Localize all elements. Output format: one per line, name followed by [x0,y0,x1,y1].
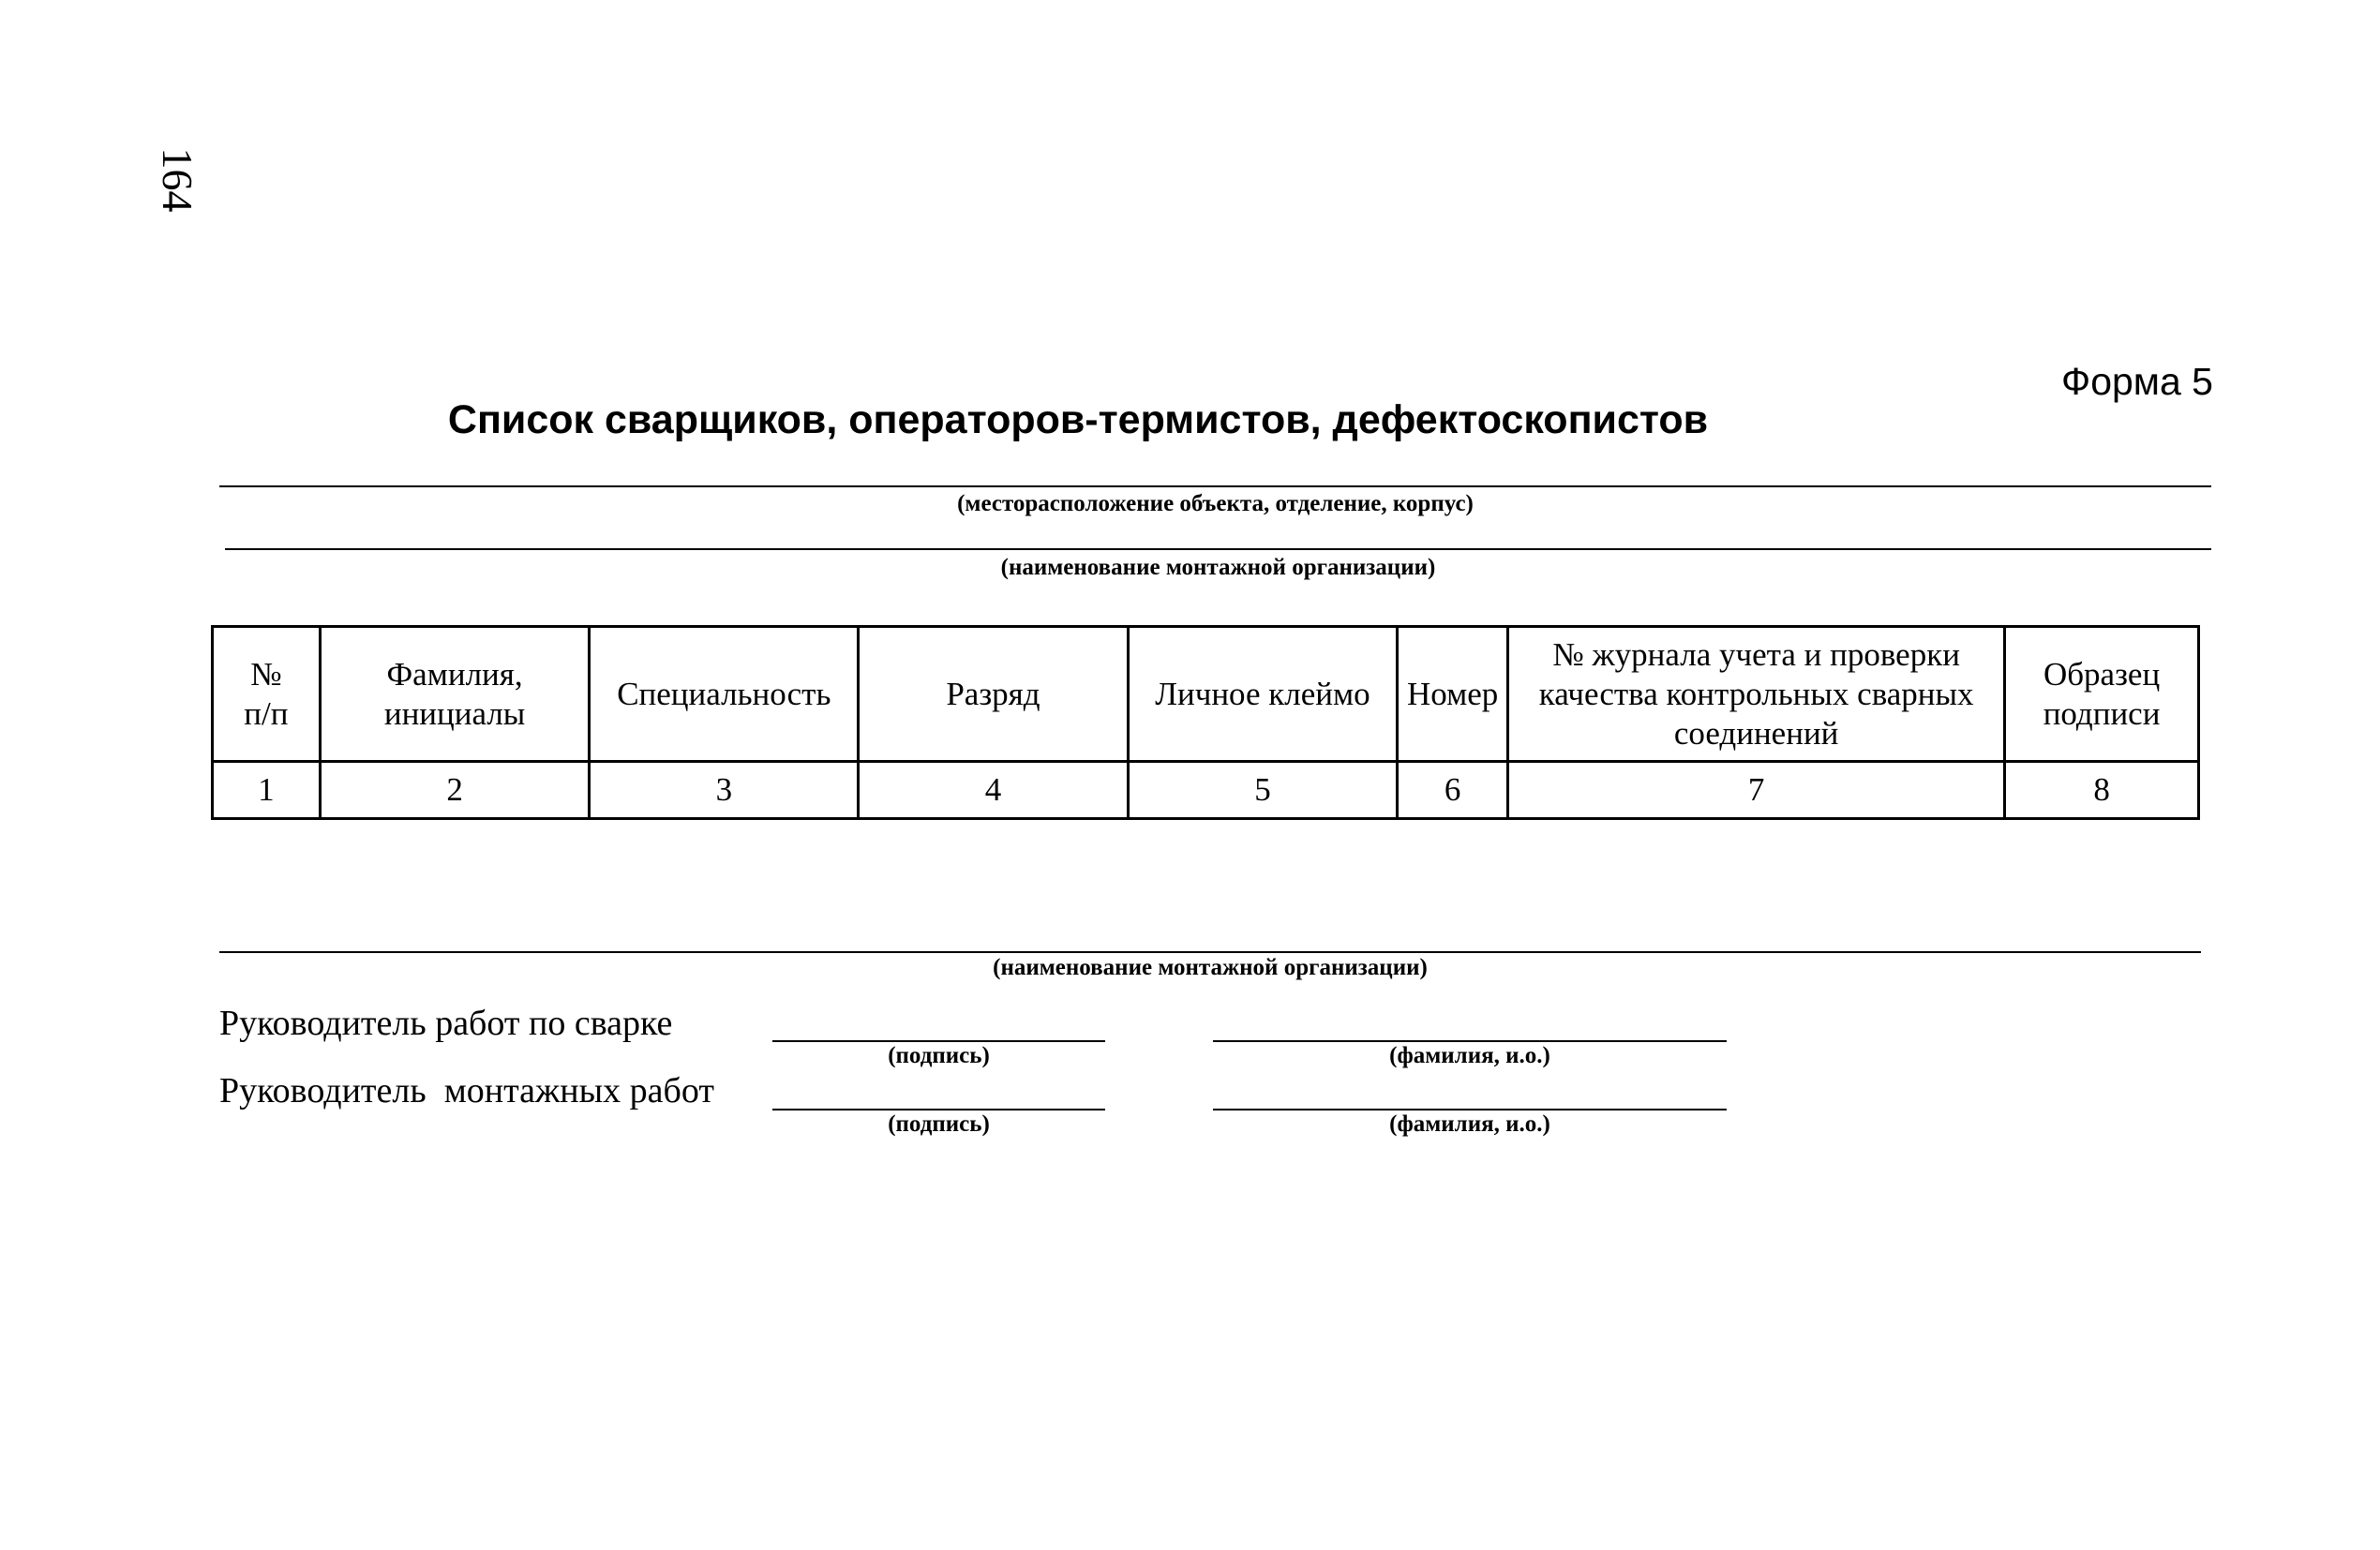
column-number: 3 [590,762,859,819]
location-line [219,485,2211,487]
column-number: 7 [1508,762,2005,819]
header-personal-stamp: Личное клеймо [1128,627,1398,762]
welding-manager-signature-line [772,1040,1105,1042]
welding-manager-name-caption: (фамилия, и.о.) [1389,1043,1550,1068]
header-number: Номер [1398,627,1508,762]
organization-line-top [225,548,2211,550]
column-number: 5 [1128,762,1398,819]
form-label: Форма 5 [2061,360,2213,403]
organization-caption-top: (наименование монтажной организации) [1000,555,1436,580]
organization-caption-bottom: (наименование монтажной организации) [993,955,1428,980]
header-journal: № журнала учета и проверки качества контрольных сварных соединений [1508,627,2005,762]
welding-manager-signature-caption: (подпись) [888,1043,990,1068]
header-full-name: Фамилия, инициалы [320,627,590,762]
column-number: 4 [859,762,1128,819]
header-row-number: № п/п [213,627,321,762]
welding-manager-label: Руководитель работ по сварке [219,1004,673,1043]
installation-manager-signature-line [772,1109,1105,1110]
column-numbers-row [213,762,2199,819]
organization-line-bottom [219,951,2201,953]
column-number: 1 [213,762,321,819]
header-signature-sample: Образец подписи [2005,627,2199,762]
column-number: 8 [2005,762,2199,819]
installation-manager-signature-caption: (подпись) [888,1111,990,1137]
welding-manager-name-line [1213,1040,1727,1042]
header-specialty: Специальность [590,627,859,762]
column-number: 2 [320,762,590,819]
column-number: 6 [1398,762,1508,819]
welders-table [211,625,2200,820]
installation-manager-name-line [1213,1109,1727,1110]
installation-manager-label: Руководитель монтажных работ [219,1071,714,1110]
table-header-row [213,627,2199,762]
document-title: Список сварщиков, операторов-термистов, дефектоскопистов [447,397,1709,442]
installation-manager-name-caption: (фамилия, и.о.) [1389,1111,1550,1137]
page-number: 164 [154,147,202,213]
header-grade: Разряд [859,627,1128,762]
location-caption: (месторасположение объекта, отделение, корпус) [957,491,1474,516]
